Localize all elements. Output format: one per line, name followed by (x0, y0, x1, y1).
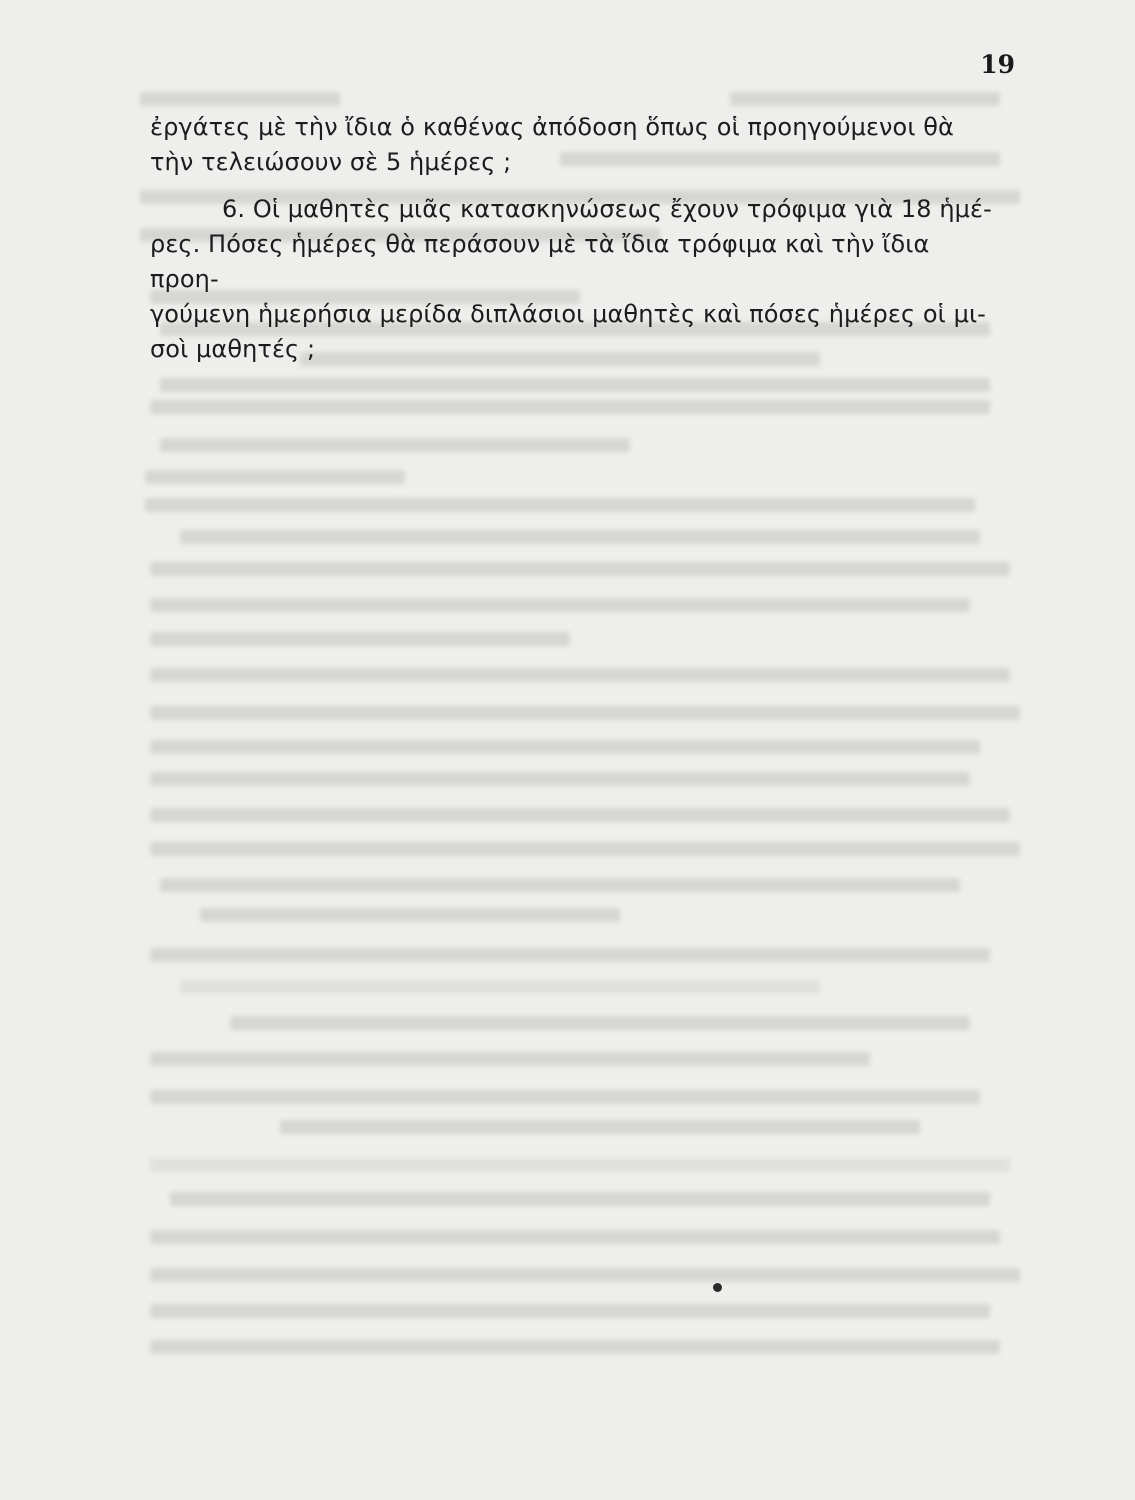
ink-dot (713, 1283, 722, 1292)
body-text (150, 110, 1005, 367)
problem-6-line: γούμενη ἡμερήσια μερίδα διπλάσιοι μαθητὲς καὶ πόσες ἡμέρες οἱ μι- (150, 300, 986, 328)
problem-6-line: σοὶ μαθητές ; (150, 335, 316, 363)
paragraph-gap (150, 180, 1005, 192)
problem-6-line: ρες. Πόσες ἡμέρες θὰ περάσουν μὲ τὰ ἴδια τρόφιμα καὶ τὴν ἴδια προη- (150, 230, 930, 293)
text-line: τὴν τελειώσουν σὲ 5 ἡμέρες ; (150, 148, 512, 176)
problem-6-line: 6. Οἱ μαθητὲς μιᾶς κατασκηνώσεως ἔχουν τρόφιμα γιὰ 18 ἡμέ- (222, 195, 992, 223)
page-number: 19 (980, 50, 1015, 79)
text-line: ἐργάτες μὲ τὴν ἴδια ὁ καθένας ἀπόδοση ὅπως οἱ προηγούμενοι θὰ (150, 113, 954, 141)
